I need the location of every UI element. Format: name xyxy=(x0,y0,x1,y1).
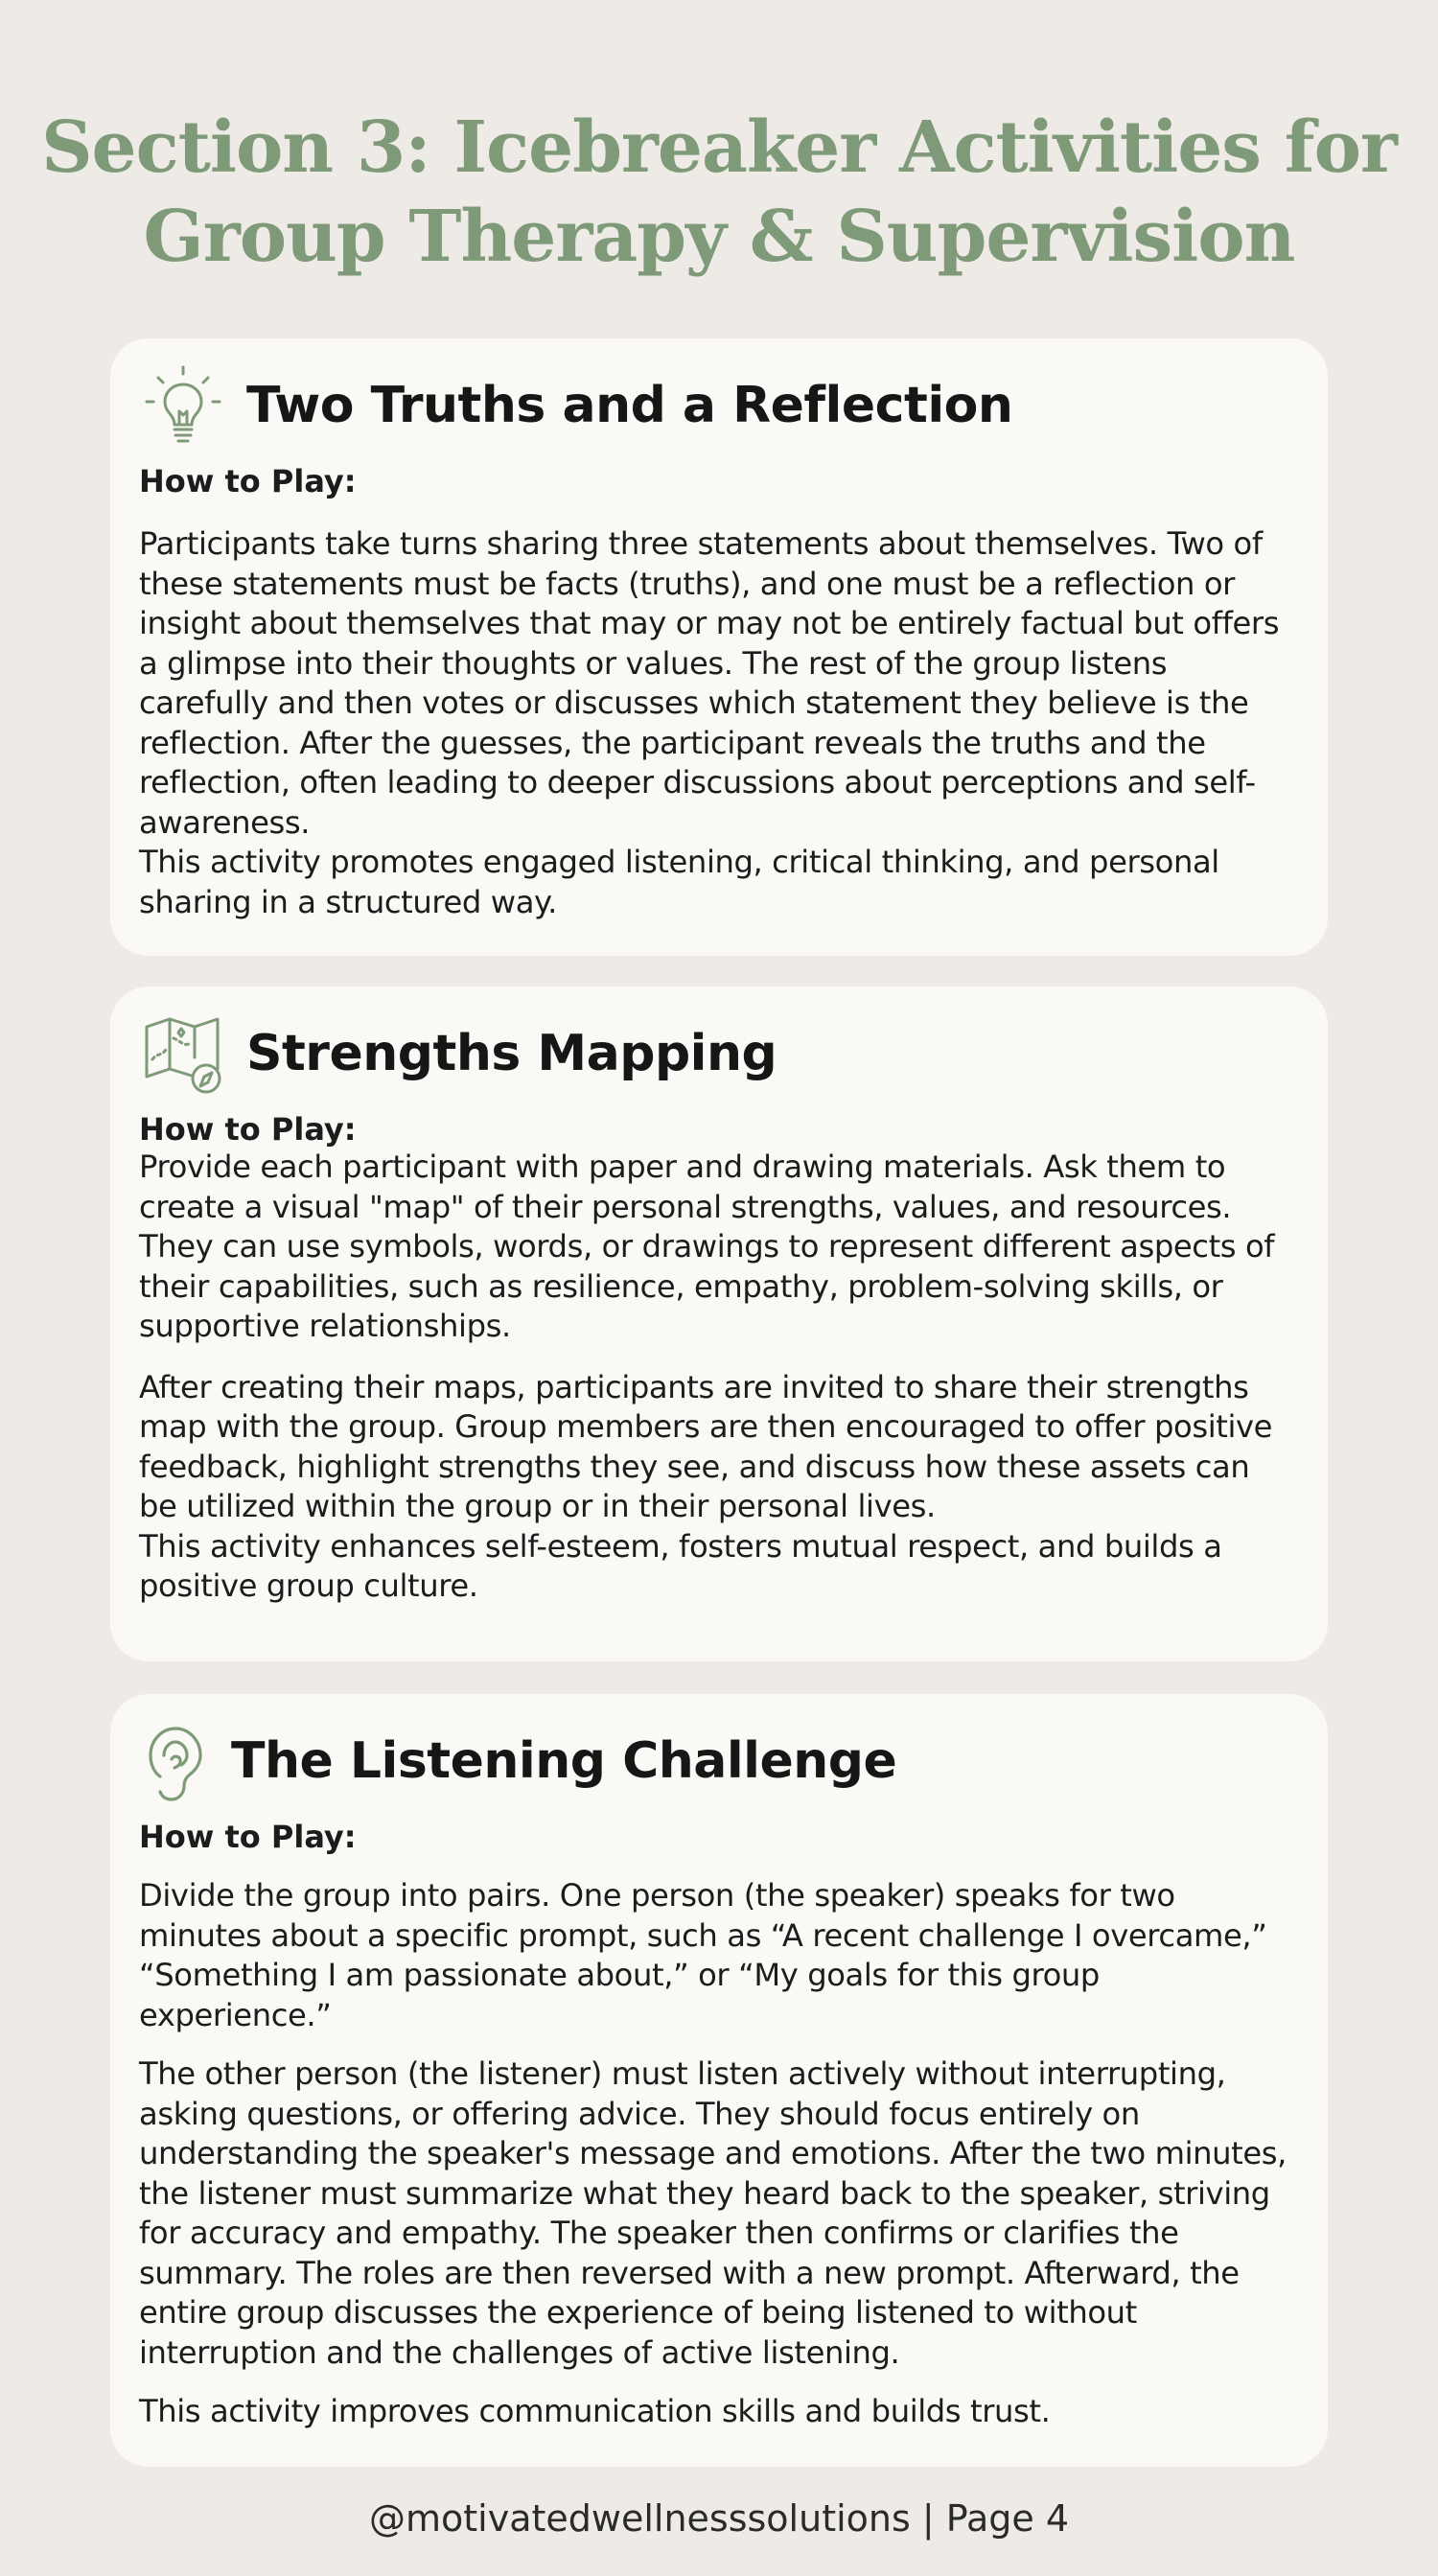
card-paragraph: Provide each participant with paper and drawing materials. Ask them to create a visual "map" of their personal strengths, values, and resources. They can use symbols, words, or drawings to represent different aspects of their capabilities, such as resilience, empathy, problem-solving skills, or supportive relationships. xyxy=(139,1149,1275,1344)
card-title: Two Truths and a Reflection xyxy=(246,377,1013,434)
activity-card-listening-challenge xyxy=(110,1694,1328,2467)
page-title-line-1: Section 3: Icebreaker Activities for xyxy=(41,106,1397,189)
how-to-play-label: How to Play: xyxy=(139,1111,357,1148)
card-paragraph: This activity improves communication skills and builds trust. xyxy=(139,2393,1051,2429)
page-title xyxy=(0,104,1438,282)
page-title-line-2: Group Therapy & Supervision xyxy=(143,196,1295,278)
card-header xyxy=(139,996,1289,1111)
page-footer: @motivatedwellnesssolutions | Page 4 xyxy=(368,2497,1069,2540)
how-to-play-label: How to Play: xyxy=(139,1819,357,1855)
card-paragraph: After creating their maps, participants are invited to share their strengths map with the group. Group members are then encouraged to offer positive feedback, highlight strengths they see, and discuss how these assets can be utilized within the group or in their personal lives. xyxy=(139,1368,1273,1524)
card-paragraph: This activity enhances self-esteem, fosters mutual respect, and builds a positive group culture. xyxy=(139,1527,1222,1604)
activity-card-two-truths xyxy=(110,338,1328,956)
activity-card-strengths-mapping xyxy=(110,986,1328,1661)
lightbulb-icon xyxy=(139,361,227,450)
map-icon xyxy=(139,1010,227,1098)
card-paragraph: Participants take turns sharing three statements about themselves. Two of these statements must be facts (truths), and one must be a reflection or insight about themselves that may or may not be entirely factual but offers a glimpse into their thoughts or values. The rest of the group listens carefully and then votes or discusses which statement they believe is the reflection. After the guesses, the participant reveals the truths and the reflection, often leading to deeper discussions about perceptions and self-awareness. xyxy=(139,525,1280,841)
card-header xyxy=(139,348,1289,463)
card-paragraph: The other person (the listener) must listen actively without interrupting, asking questions, or offering advice. They should focus entirely on understanding the speaker's message and emotions. After the two minutes, the listener must summarize what they heard back to the speaker, striving for accuracy and empathy. The speaker then confirms or clarifies the summary. The roles are then reversed with a new prompt. Afterward, the entire group discusses the experience of being listened to without interruption and the challenges of active listening. xyxy=(139,2055,1287,2371)
how-to-play-label: How to Play: xyxy=(139,463,357,499)
card-title: The Listening Challenge xyxy=(231,1732,897,1790)
card-header xyxy=(139,1704,1289,1819)
card-title: Strengths Mapping xyxy=(246,1025,777,1082)
card-paragraph: Divide the group into pairs. One person (the speaker) speaks for two minutes about a specific prompt, such as “A recent challenge I overcame,” “Something I am passionate about,” or “My goals for this group experience.” xyxy=(139,1877,1267,2033)
ear-icon xyxy=(139,1717,212,1805)
card-paragraph: This activity promotes engaged listening, critical thinking, and personal sharing in a structured way. xyxy=(139,844,1219,920)
